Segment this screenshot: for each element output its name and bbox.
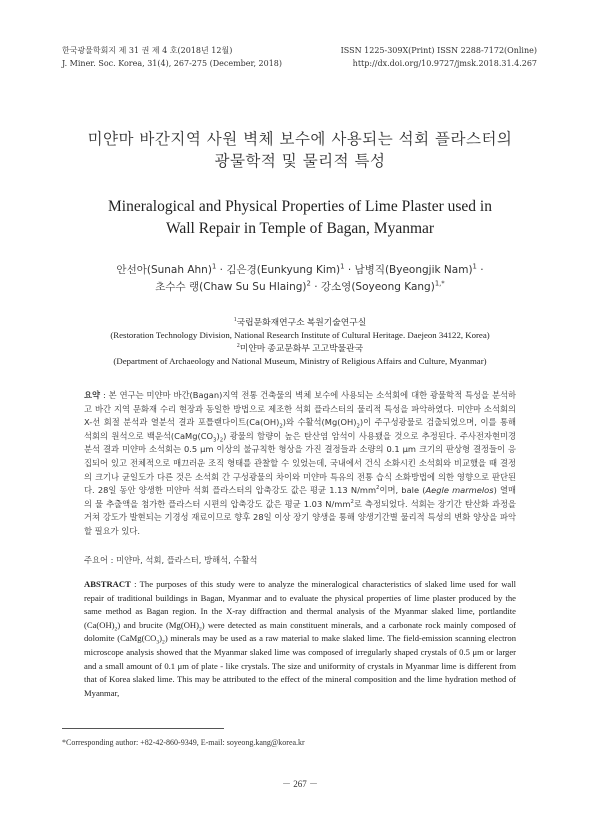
abstract-en-text: ) [159,633,163,644]
abstract-en-label: ABSTRACT [84,579,131,589]
author-affil-sup: 1 [340,262,345,271]
title-korean [40,128,560,172]
author-name: 초수수 랭(Chaw Su Su Hlaing) [155,281,307,293]
subscript: 2 [162,640,165,647]
superscript: 2 [376,485,380,492]
abstract-ko-text: )이 주구성광물로 검출되었으며, 이를 통해 석회의 원석으로 백운석(CaMg(CO [84,417,516,441]
affil-sup: 1 [233,317,237,324]
journal-header-left [62,44,282,70]
author-affil-sup: 1 [211,262,217,271]
abstract-ko-text: 로 측정되었다. 석회는 장기간 탄산화 과정을 거쳐 강도가 발현되는 기경성 재료이므로 향후 28일 이상 장기 양생을 통해 양생기간별 물리적 특성의 변화 양상을 파악할 필요가 있다. [84,498,517,536]
title-english [50,196,550,240]
abstract-en-text: ) and brucite (Mg(OH) [117,619,199,630]
author-affil-sup: 1 [472,262,477,271]
species-name: Aegle marmelos [425,485,494,496]
title-ko-line1: 미얀마 바간지역 사원 벽체 보수에 사용되는 석회 플라스터의 [87,130,513,148]
title-en-line2: Wall Repair in Temple of Bagan, Myanmar [165,220,435,237]
author-separator: · [314,281,318,293]
title-ko-line2: 광물학적 및 물리적 특성 [214,152,386,170]
author-separator: · [480,264,484,276]
abstract-ko-text: ) 열매의 물 추출액을 첨가한 플라스터 시편의 압축강도 값은 평균 1.03 N/mm [84,485,516,509]
journal-citation: J. Miner. Soc. Korea, 31(4), 267-275 (December, 2018) [62,59,283,68]
author-name: 남병직(Byeongjik Nam) [354,264,473,276]
author-list [40,262,560,296]
keywords-text: : 미얀마, 석회, 플라스터, 방해석, 수활석 [108,555,258,565]
journal-header-right [341,44,537,70]
keywords-korean [84,554,516,567]
subscript: 2 [114,626,118,633]
journal-name-ko: 한국광물학회지 제 31 권 제 4 호(2018년 12월) [62,46,233,55]
abstract-ko-text: ) 광물의 함량이 높은 탄산염 암석이 사용됐을 것으로 추정된다. 주사전자현미경 분석 결과 미얀마 소석회는 0.5 μm 이상의 불규칙한 형상을 가진 결정들과 소량의 0.1 μm 크기의 판상형 결정들이 응집되어 있고 전체적으로 매끄러운 조직 형태를 관찰할 수 있었는데, 국내에서 건식 소화시킨 소석회와 비교했을 때 결정의 크기나 균일도가 다른 것은 소석회 간 구성광물의 차이와 미얀마 특유의 전통 습식 소화방법에 의한 영향으로 판단된다. 28일 동안 양생한 미얀마 석회 플라스터의 압축강도 값은 평균 1.13 N/mm [84,430,516,496]
subscript: 3 [213,437,217,444]
affil-sup: 2 [236,343,240,350]
abstract-en-text: : The purposes of this study were to analyze the mineralogical characteristics of slaked lime used for wall repair of traditional buildings in Bagan, Myanmar and to evaluate the physical properties of lime plaster produced by the same method as Bagan region. In the X-ray diffraction and thermal analysis of the Myanmar slaked lime, portlandite (Ca(OH) [84,579,516,630]
author-affil-sup: 1,* [434,279,445,288]
subscript: 2 [279,423,283,430]
abstract-ko-text: 이며, bale ( [379,485,426,496]
abstract-en-text: ) were detected as main constituent minerals, and a carbonate rock mainly composed of dolomite (CaMg(CO [84,619,516,644]
abstract-ko-text: )와 수활석(Mg(OH) [282,417,357,428]
author-separator: · [347,264,352,276]
keywords-label: 주요어 [84,555,109,565]
subscript: 2 [356,423,360,430]
footnote-divider [62,728,224,729]
abstract-ko-text: : 본 연구는 미얀마 바간(Bagan)지역 전통 건축물의 벽체 보수에 사용되는 소석회에 대한 광물학적 특성을 분석하고 바간 지역 문화재 수리 현장과 동일한 방법으로 제조한 석회 플라스터의 물리적 특성을 파악하였다. 미얀마 소석회의 X-선 회절 분석과 열분석 결과 포틀랜다이트(Ca(OH) [84,390,516,428]
affil-text: 국립문화재연구소 복원기술연구실 [236,317,367,327]
page-number: － 267 － [281,779,318,789]
subscript: 3 [156,640,160,647]
doi-link[interactable]: http://dx.doi.org/10.9727/jmsk.2018.31.4.267 [352,59,537,68]
affiliation-2-en: (Department of Archaeology and National Museum, Ministry of Religious Affairs and Culture, Myanmar) [113,356,487,366]
author-name: 안선아(Sunah Ahn) [116,264,212,276]
author-line-2 [40,279,560,296]
affiliation-1-en: (Restoration Technology Division, National Research Institute of Cultural Heritage. Daejeon 34122, Korea) [110,330,490,340]
abstract-en-text: ) minerals may be used as a raw material to make slaked lime. The field-emission scanning electron microscope analysis showed that the Myanmar slaked lime was composed of irregularly shaped crystals of 0.5 μm or larger and a small amount of 0.1 μm of plate - like crystals. The size and uniformity of crystals in Myanmar lime is different from that of Korea slaked lime. This may be attributed to the effect of the mineral composition and the lime hydration method of Myanmar, [84,633,516,698]
subscript: 2 [219,437,224,444]
issn-line: ISSN 1225-309X(Print) ISSN 2288-7172(Online) [340,46,537,55]
affil-text: 미얀마 종교문화부 고고박물관국 [239,343,364,353]
author-separator: · [219,264,223,276]
title-en-line1: Mineralogical and Physical Properties of Lime Plaster used in [108,198,492,215]
abstract-korean [84,389,516,539]
subscript: 2 [198,626,202,633]
author-affil-sup: 2 [306,279,311,288]
author-name: 김은경(Eunkyung Kim) [226,264,341,276]
abstract-english [84,578,516,700]
affiliation-1-ko [40,316,560,329]
author-line-1 [40,262,560,279]
superscript: 2 [350,498,354,505]
abstract-ko-label: 요약 [84,390,101,400]
author-name: 강소영(Soyeong Kang) [320,281,435,293]
corresponding-author-footnote: *Corresponding author: +82-42-860-9349, E-mail: soyeong.kang@korea.kr [62,738,305,747]
abstract-ko-text: ) [216,430,220,441]
affiliation-2-ko [40,342,560,355]
affiliations [40,316,560,368]
